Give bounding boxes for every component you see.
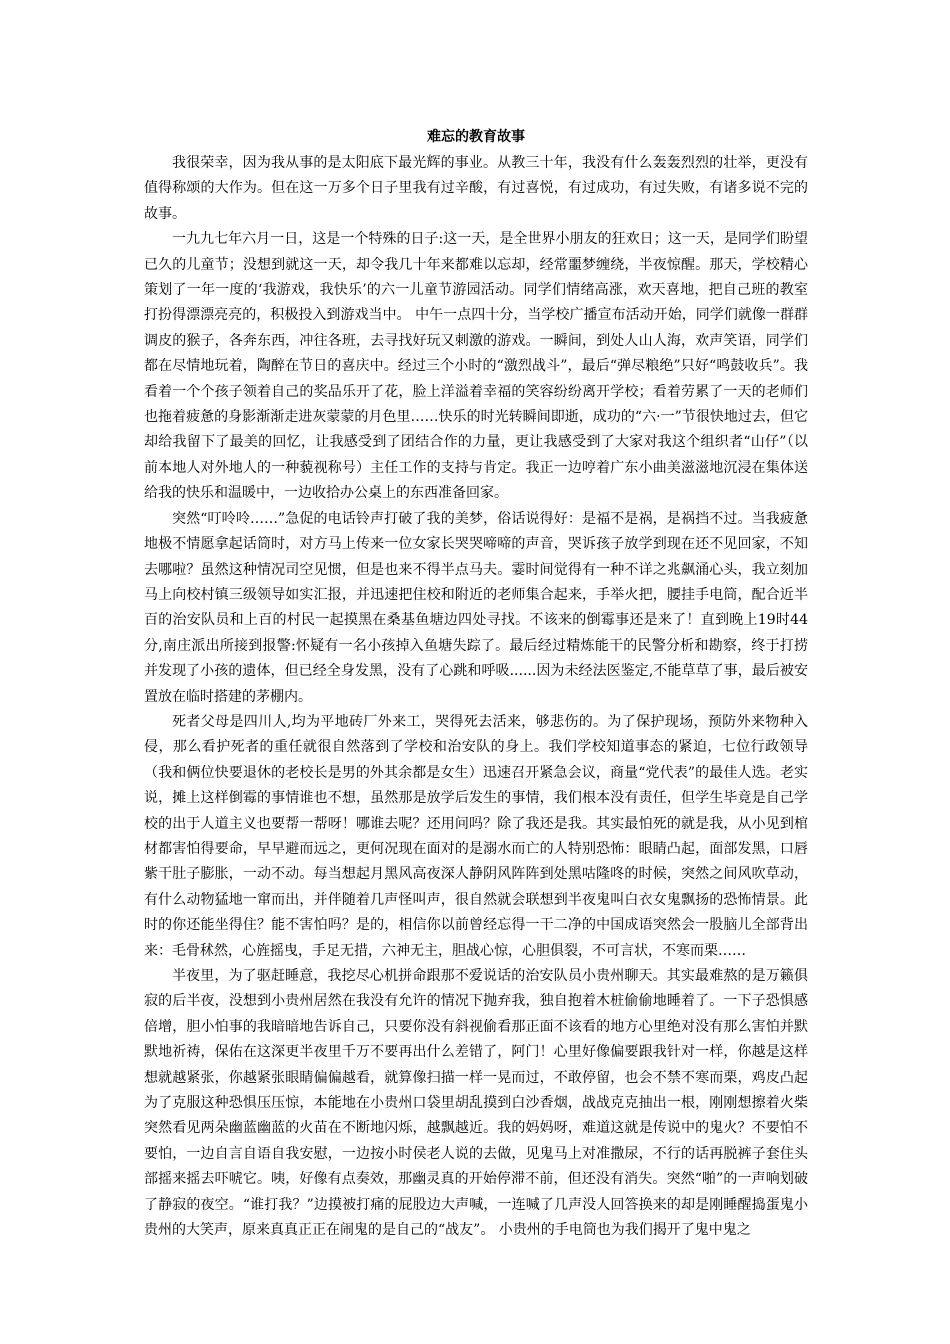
paragraph-childrens-day: 一九九七年六月一日，这是一个特殊的日子:这一天，是全世界小朋友的狂欢日；这一天，是同学们盼望已久的儿童节；没想到就这一天，却令我几十年来都难以忘却，经常噩梦缠绕，半夜惊醒。那天，学校精心策划了一年一度的‘我游戏，我快乐’的六一儿童节游园活动。同学们情绪高涨，欢天喜地，把自己班的教室打扮得漂漂亮亮的，积极投入到游戏当中。 中午一点四十分，当学校广播宣布活动开始，同学们就像一群群调皮的猴子，各奔东西，冲往各班，去寻找好玩又刺激的游戏。一瞬间，到处人山人海，欢声笑语，同学们都在尽情地玩着，陶醉在节日的喜庆中。经过三个小时的“激烈战斗”，最后“弹尽粮绝”只好“鸣鼓收兵”。我看着一个个孩子领着自己的奖品乐开了花，脸上洋溢着幸福的笑容纷纷离开学校；看着劳累了一天的老师们也拖着疲惫的身影渐渐走进灰蒙蒙的月色里……快乐的时光转瞬间即逝，成功的“六·一”节很快地过去，但它却给我留下了最美的回忆，让我感受到了团结合作的力量，更让我感受到了大家对我这个组织者“山仔”（以前本地人对外地人的一种藐视称号）主任工作的支持与肯定。我正一边哼着广东小曲美滋滋地沉浸在集体送给我的快乐和温暖中，一边收拾办公桌上的东西准备回家。 [144,231,808,502]
paragraph-midnight: 半夜里，为了驱赶睡意，我挖尽心机拼命跟那不爱说话的治安队员小贵州聊天。其实最难熬的是万籁俱寂的后半夜，没想到小贵州居然在我没有允许的情况下抛弃我，独自抱着木桩偷偷地睡着了。一下子恐惧感倍增，胆小怕事的我暗暗地告诉自己，只要你没有斜视偷看那正面不该看的地方心里绝对没有那么害怕并默默地祈祷，保佑在这深更半夜里千万不要再出什么差错了，阿门！心里好像偏要跟我针对一样，你越是这样想就越紧张，你越紧张眼睛偏偏越看，就算像扫描一样一晃而过，不敢停留，也会不禁不寒而栗，鸡皮凸起为了克服这种恐惧压压惊，本能地在小贵州口袋里胡乱摸到白沙香烟，战战克克抽出一根，刚刚想擦着火柴突然看见两朵幽蓝幽蓝的火苗在不断地闪烁，越飘越近。我的妈妈呀，难道这就是传说中的鬼火？不要怕不要怕，一边自言自语自我安慰，一边按小时侯老人说的去做，见鬼马上对准撒尿，不行的话再脱裤子套住头部摇来摇去吓唬它。咦，好像有点奏效，那幽灵真的开始停滞不前，但还没有消失。突然“啪”的一声响划破了静寂的夜空。“谁打我？”边摸被打痛的屁股边大声喊，一连喊了几声没人回答换来的却是刚睡醒捣蛋鬼小贵州的大笑声，原来真真正正在闹鬼的是自己的“战友”。 小贵州的手电筒也为我们揭开了鬼中鬼之 [144,968,808,1239]
document-title: 难忘的教育故事 [427,129,525,145]
document-page [144,126,808,1243]
paragraph-phone-call: 突然“叮呤呤……”急促的电话铃声打破了我的美梦，俗话说得好：是福不是祸，是祸挡不过。当我疲惫地极不情愿拿起话筒时，对方马上传来一位女家长哭哭啼啼的声音，哭诉孩子放学到现在还不见回家，不知去哪啦？虽然这种情况司空见惯，但是也来不得半点马夫。霎时间觉得有一种不详之兆飙涌心头，我立刻加马上向校村镇三级领导如实汇报，并迅速把住校和附近的老师集合起来，手举火把，腰挂手电筒，配合近半百的治安队员和上百的村民一起摸黑在桑基鱼塘边四处寻找。不该来的倒霉事还是来了！直到晚上19时44分,南庄派出所接到报警:怀疑有一名小孩掉入鱼塘失踪了。最后经过精炼能干的民警分析和勘察，终于打捞并发现了小孩的遗体，但已经全身发黑，没有了心跳和呼吸......因为未经法医鉴定,不能草草了事，最后被安置放在临时搭建的茅棚内。 [144,510,808,705]
paragraph-intro: 我很荣幸，因为我从事的是太阳底下最光辉的事业。从教三十年，我没有什么轰轰烈烈的壮举，更没有值得称颂的大作为。但在这一万多个日子里我有过辛酸，有过喜悦，有过成功，有过失败，有诸多说不完的故事。 [144,155,808,222]
paragraph-guarding: 死者父母是四川人,均为平地砖厂外来工，哭得死去活来，够悲伤的。为了保护现场，预防外来物种入侵，那么看护死者的重任就很自然落到了学校和治安队的身上。我们学校知道事态的紧迫，七位行政领导（我和俩位快要退休的老校长是男的外其余都是女生）迅速召开紧急会议，商量“党代表”的最佳人选。老实说，摊上这样倒霉的事情谁也不想，虽然那是放学后发生的事情，我们根本没有责任，但学生毕竟是自己学校的出于人道主义也要帮一帮呀！哪谁去呢？还用问吗？除了我还是我。其实最怕死的就是我，从小见到棺材都害怕得要命，早早避而远之，更何况现在面对的是溺水而亡的人特别恐怖：眼睛凸起，面部发黑，口唇紫干肚子膨胀，一动不动。每当想起月黑风高夜深人静阴风阵阵到处黑咕隆咚的时候，突然之间风吹草动，有什么动物猛地一窜而出，并伴随着几声怪叫声，很自然就会联想到半夜鬼叫白衣女鬼飘扬的恐怖情景。此时的你还能坐得住？能不害怕吗？是的，相信你以前曾经忘得一干二净的中国成语突然会一股脑儿全部背出来：毛骨秫然，心旌摇曳，手足无措，六神无主，胆战心惊，心胆俱裂，不可言状，不寒而栗…… [144,713,808,959]
